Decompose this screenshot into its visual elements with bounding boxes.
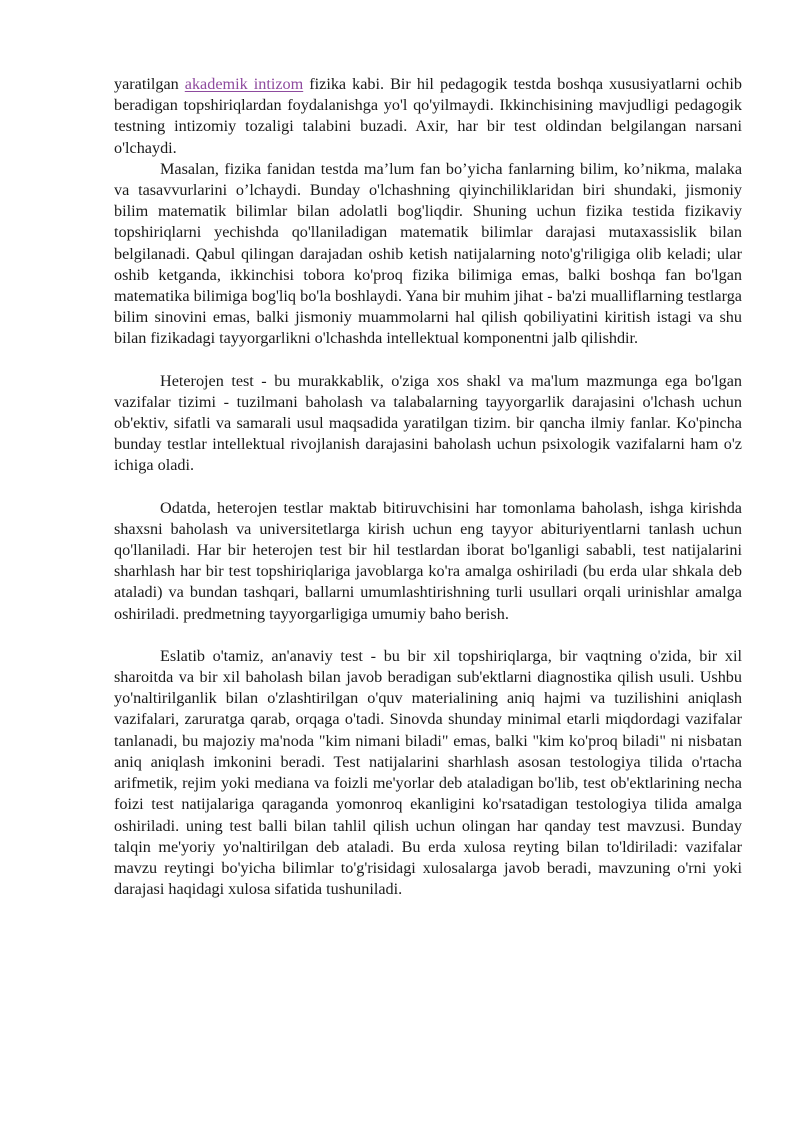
- paragraph-continuation: [114, 74, 742, 159]
- paragraph-heterogeneous-usage: Odatda, heterojen testlar maktab bitiruvchisini har tomonlama baholash, ishga kirishda shaxsni baholash va universitetlarga kirish uchun eng tayyor abituriyentlarni tanlash uchun qo'llaniladi. Har bir heterojen test bir hil testlardan iborat bo'lganligi sababli, test natijalarini sharhlash har bir test topshiriqlariga javoblarga ko'ra amalga oshiriladi (bu erda ular shkala deb ataladi) va bundan tashqari, ballarni umumlashtirishning turli usullari orqali urinishlar amalga oshiriladi. predmetning tayyorgarligiga umumiy baho berish.: [114, 498, 742, 623]
- akademik-intizom-link[interactable]: akademik intizom: [184, 75, 304, 93]
- paragraph-continuation-start: yaratilgan: [114, 75, 185, 93]
- paragraph-traditional-test: Eslatib o'tamiz, an'anaviy test - bu bir xil topshiriqlarga, bir vaqtning o'zida, bir xil sharoitda va bir xil baholash bilan javob beradigan sub'ektlarni diagnostika qilish usuli. Ushbu yo'naltirilganlik bilan o'zlashtirilgan o'quv materialining aniq hajmi va tuzilishini aniqlash vazifalari, zaruratga qarab, orqaga o'tadi. Sinovda shunday minimal etarli miqdordagi vazifalar tanlanadi, bu majoziy ma'noda "kim nimani biladi" emas, balki "kim ko'proq biladi" ni nisbatan aniq aniqlash imkonini beradi. Test natijalarini sharhlash asosan testologiya tilida o'rtacha arifmetik, rejim yoki mediana va foizli me'yorlar deb ataladigan bo'lib, test ob'ektlarining necha foizi test natijalariga qaraganda yomonroq ekanligini ko'rsatadigan testologiya tilida amalga oshiriladi. uning test balli bilan tahlil qilish uchun olingan har qanday test mavzusi. Bunday talqin me'yoriy yo'naltirilgan deb ataladi. Bu erda xulosa reyting bilan to'ldiriladi: vazifalar mavzu reytingi bo'yicha bilimlar to'g'risidagi xulosalarga javob beradi, mavzuning o'rni yoki darajasi haqidagi xulosa sifatida tushuniladi.: [114, 646, 742, 899]
- paragraph-continuation-end: fizika kabi. Bir hil pedagogik testda boshqa xususiyatlarni ochib beradigan topshiriqlardan foydalanishga yo'l qo'yilmaydi. Ikkinchisining mavjudligi pedagogik testning intizomiy tozaligi talabini buzadi. Axir, har bir test oldindan belgilangan narsani o'lchaydi.: [114, 75, 742, 157]
- paragraph-physics-example: Masalan, fizika fanidan testda ma’lum fan bo’yicha fanlarning bilim, ko’nikma, malaka va tasavvurlarini o’lchaydi. Bunday o'lchashning qiyinchiliklaridan biri shundaki, jismoniy bilim matematik bilimlar bilan adolatli bog'liqdir. Shuning uchun fizika testida fizikaviy topshiriqlarni yechishda qo'llaniladigan matematik bilimlar darajasi mutaxassislik bilan belgilanadi. Qabul qilingan darajadan oshib ketish natijalarning noto'g'riligiga olib keladi; ular oshib ketganda, ikkinchisi tobora ko'proq fizika bilimiga emas, balki boshqa fan bo'lgan matematika bilimiga bog'liq bo'la boshlaydi. Yana bir muhim jihat - ba'zi mualliflarning testlarga bilim sinovini emas, balki jismoniy muammolarni hal qilish qobiliyatini kiritish istagi va shu bilan fizikadagi tayyorgarlikni o'lchashda intellektual komponentni jalb qilishdir.: [114, 159, 742, 348]
- document-page: [114, 74, 742, 900]
- paragraph-heterogeneous-test: Heterojen test - bu murakkablik, o'ziga xos shakl va ma'lum mazmunga ega bo'lgan vazifalar tizimi - tuzilmani baholash va talabalarning tayyorgarlik darajasini o'lchash uchun ob'ektiv, sifatli va samarali usul maqsadida yaratilgan tizim. bir qancha ilmiy fanlar. Ko'pincha bunday testlar intellektual rivojlanish darajasini baholash uchun psixologik vazifalarni ham o'z ichiga oladi.: [114, 371, 742, 475]
